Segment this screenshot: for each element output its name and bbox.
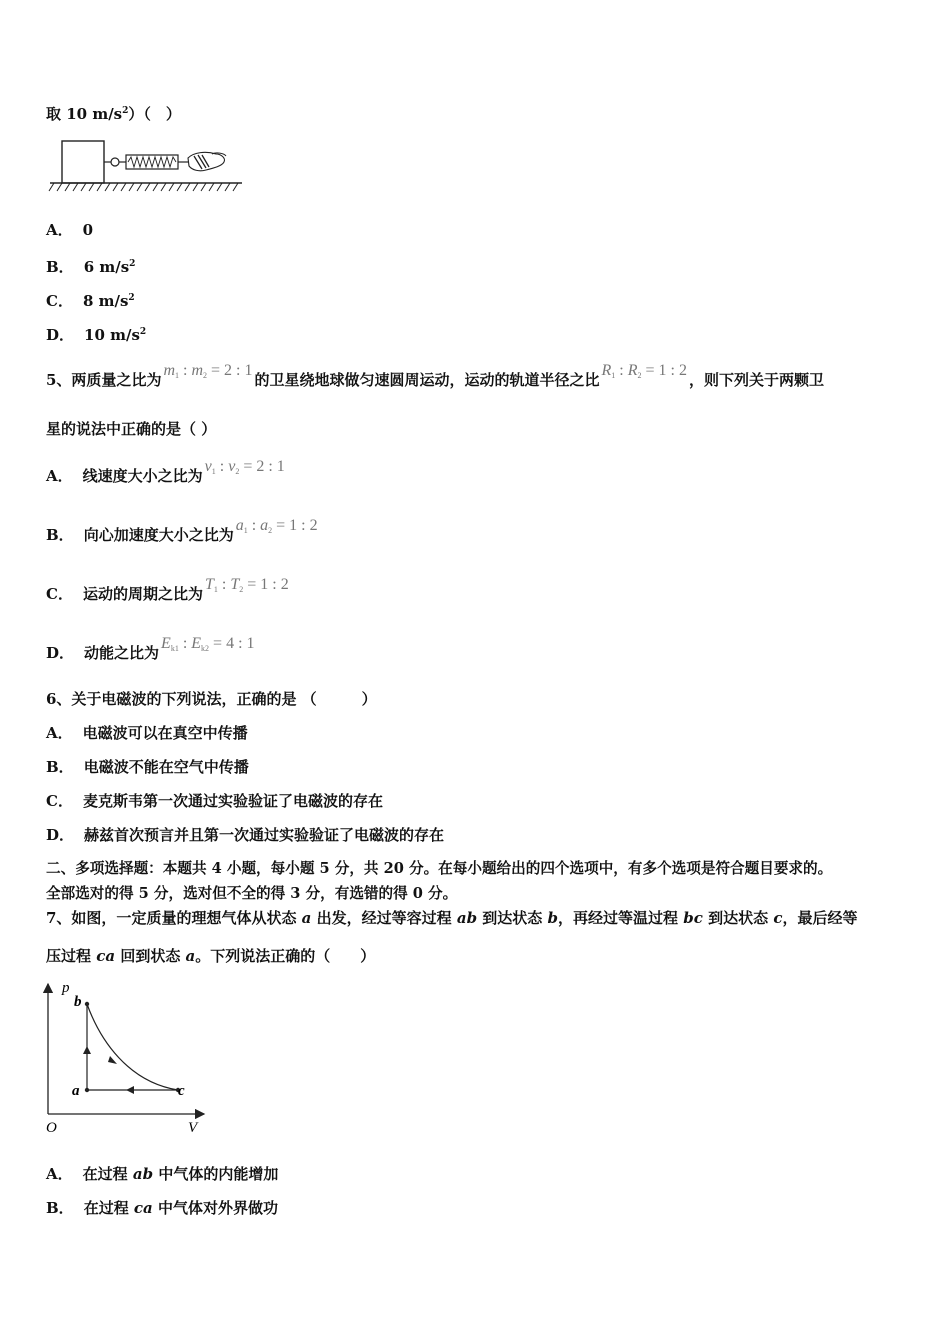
period-ratio-formula: $T_1$ : $T_2 = 1$ : 2 <box>204 576 289 594</box>
q4-option-b: B． 6 $m/s^2$ <box>46 258 136 276</box>
section2-instructions-line2: 全部选对的得 5 分，选对但不全的得 3 分，有选错的得 0 分。 <box>46 885 458 902</box>
q4-option-a: A． 0 <box>46 221 94 239</box>
radius-ratio-formula: $R_1$ : $R_2 = 1$ : 2 <box>601 362 687 380</box>
state-a-label: a <box>72 1083 80 1099</box>
q5-option-d: D． 动能之比为$E_{k1}$ : $E_{k2} = 4$ : 1 <box>46 635 255 662</box>
section2-instructions-line1: 二、多项选择题：本题共 4 小题，每小题 5 分，共 20 分。在每小题给出的四个选项中，有多个选项是符合题目要求的。 <box>46 860 833 877</box>
q7-option-a: A． 在过程 ab 中气体的内能增加 <box>46 1165 279 1183</box>
q5-stem-line2: 星的说法中正确的是（ ） <box>46 420 217 438</box>
q7-stem-line1: 7、如图，一定质量的理想气体从状态 a 出发，经过等容过程 ab 到达状态 b，再经过等温过程 bc 到达状态 c，最后经等 <box>46 909 858 927</box>
v-axis-label: V <box>188 1120 198 1136</box>
arrow-ab-icon <box>83 1046 91 1054</box>
state-b-label: b <box>74 994 82 1010</box>
q6-option-c: C． 麦克斯韦第一次通过实验验证了电磁波的存在 <box>46 792 383 810</box>
q5-option-a: A． 线速度大小之比为$v_1$ : $v_2 = 2$ : 1 <box>46 458 285 485</box>
q4-option-d: D． 10 $m/s^2$ <box>46 326 147 344</box>
p-axis-label: p <box>62 980 70 996</box>
q4-option-c: C． 8 $m/s^2$ <box>46 292 135 310</box>
origin-label: O <box>46 1120 57 1136</box>
q6-option-b: B． 电磁波不能在空气中传播 <box>46 758 249 776</box>
q5-stem-line1: 5、两质量之比为$m_1$ : $m_2 = 2$ : 1的卫星绕地球做匀速圆周运动，运动的轨道半径之比$R_1$ : $R_2 = 1$ : 2，则下列关于两颗卫 <box>46 362 825 389</box>
arrow-ca-icon <box>126 1086 134 1094</box>
acceleration-ratio-formula: $a_1$ : $a_2 = 1$ : 2 <box>235 517 318 535</box>
velocity-ratio-formula: $v_1$ : $v_2 = 2$ : 1 <box>204 458 285 476</box>
pv-diagram <box>40 978 210 1138</box>
kinetic-energy-ratio-formula: $E_{k1}$ : $E_{k2} = 4$ : 1 <box>161 635 255 653</box>
arrow-bc-icon <box>108 1056 117 1064</box>
mass-ratio-formula: $m_1$ : $m_2 = 2$ : 1 <box>163 362 253 380</box>
q7-option-b: B． 在过程 ca 中气体对外界做功 <box>46 1199 279 1217</box>
q4-stem-tail: 取 10 $m/s^2$）（ ） <box>46 105 181 123</box>
q5-option-c: C． 运动的周期之比为$T_1$ : $T_2 = 1$ : 2 <box>46 576 289 603</box>
q6-option-a: A． 电磁波可以在真空中传播 <box>46 724 248 742</box>
q7-stem-line2: 压过程 ca 回到状态 a。下列说法正确的（ ） <box>46 947 376 965</box>
q6-option-d: D． 赫兹首次预言并且第一次通过实验验证了电磁波的存在 <box>46 826 445 844</box>
process-bc <box>87 1004 178 1090</box>
state-c-label: c <box>178 1083 185 1099</box>
block-spring-hand-figure <box>46 138 246 194</box>
q5-option-b: B． 向心加速度大小之比为$a_1$ : $a_2 = 1$ : 2 <box>46 517 318 544</box>
q6-stem: 6、关于电磁波的下列说法，正确的是 （ ） <box>46 690 377 708</box>
